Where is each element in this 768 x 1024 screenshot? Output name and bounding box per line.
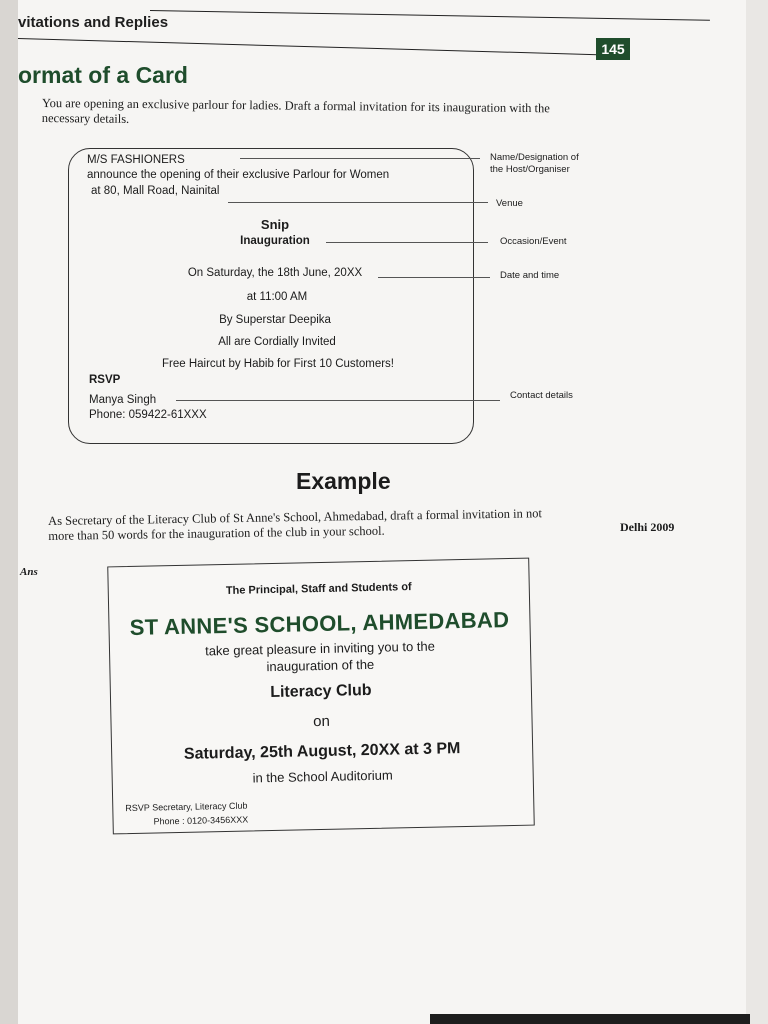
card-rsvp: RSVP: [89, 374, 121, 386]
answer-label: Ans: [20, 566, 38, 578]
card-by: By Superstar Deepika: [219, 314, 331, 326]
example-heading: Example: [296, 468, 391, 494]
annotation-date: Date and time: [500, 270, 560, 281]
annotation-contact: Contact details: [510, 390, 573, 401]
leader-line-date: [378, 277, 490, 278]
invitation-card: [107, 558, 535, 835]
invitation-pleasure-1: take great pleasure in inviting you to the: [204, 638, 436, 659]
invitation-venue: in the School Auditorium: [252, 767, 393, 786]
card-announce: announce the opening of their exclusive Parlour for Women: [87, 169, 390, 181]
section-title: ormat of a Card: [18, 62, 188, 88]
exercise-prompt: [42, 96, 652, 132]
annotation-venue: Venue: [496, 198, 523, 209]
invitation-on: on: [313, 712, 331, 731]
page-number-badge: 145: [596, 38, 630, 60]
card-contact-name: Manya Singh: [89, 394, 157, 406]
invitation-date: Saturday, 25th August, 20XX at 3 PM: [183, 740, 461, 763]
card-venue: at 80, Mall Road, Nainital: [91, 185, 220, 197]
card-name: Snip: [260, 217, 290, 232]
example-source: Delhi 2009: [620, 520, 675, 534]
leader-line-occasion: [326, 242, 488, 243]
card-occasion: Inauguration: [240, 235, 310, 247]
invitation-phone: Phone : 0120-3456XXX: [153, 814, 249, 827]
invitation-hosts: The Principal, Staff and Students of: [225, 581, 412, 597]
annotation-occasion: Occasion/Event: [500, 236, 567, 247]
leader-line-host: [240, 158, 480, 159]
page-gutter: [0, 0, 18, 1024]
invitation-rsvp: RSVP Secretary, Literacy Club: [125, 800, 248, 814]
card-invited: All are Cordially Invited: [218, 336, 336, 348]
invitation-event: Literacy Club: [270, 681, 372, 702]
prompt-line: You are opening an exclusive parlour for ladies. Draft a formal invitation for its inauguration with the: [41, 96, 550, 116]
running-head: vitations and Replies: [18, 14, 169, 31]
invitation-pleasure-2: inauguration of the: [266, 656, 375, 675]
prompt-line: more than 50 words for the inauguration of the club in your school.: [48, 523, 385, 543]
card-host: M/S FASHIONERS: [87, 154, 185, 166]
prompt-line: necessary details.: [41, 110, 130, 126]
card-time: at 11:00 AM: [246, 291, 308, 303]
leader-line-venue: [228, 202, 488, 203]
prompt-line: As Secretary of the Literacy Club of St Anne's School, Ahmedabad, draft a formal invitation in not: [48, 506, 542, 528]
annotation-host: Name/Designation of the Host/Organiser: [490, 152, 579, 175]
invitation-school: ST ANNE'S SCHOOL, AHMEDABAD: [129, 607, 510, 640]
page-shadow: [430, 1014, 750, 1024]
card-offer: Free Haircut by Habib for First 10 Customers!: [162, 358, 394, 370]
card-contact-phone: Phone: 059422-61XXX: [89, 409, 207, 421]
leader-line-contact: [176, 400, 500, 401]
card-date: On Saturday, the 18th June, 20XX: [187, 267, 363, 279]
